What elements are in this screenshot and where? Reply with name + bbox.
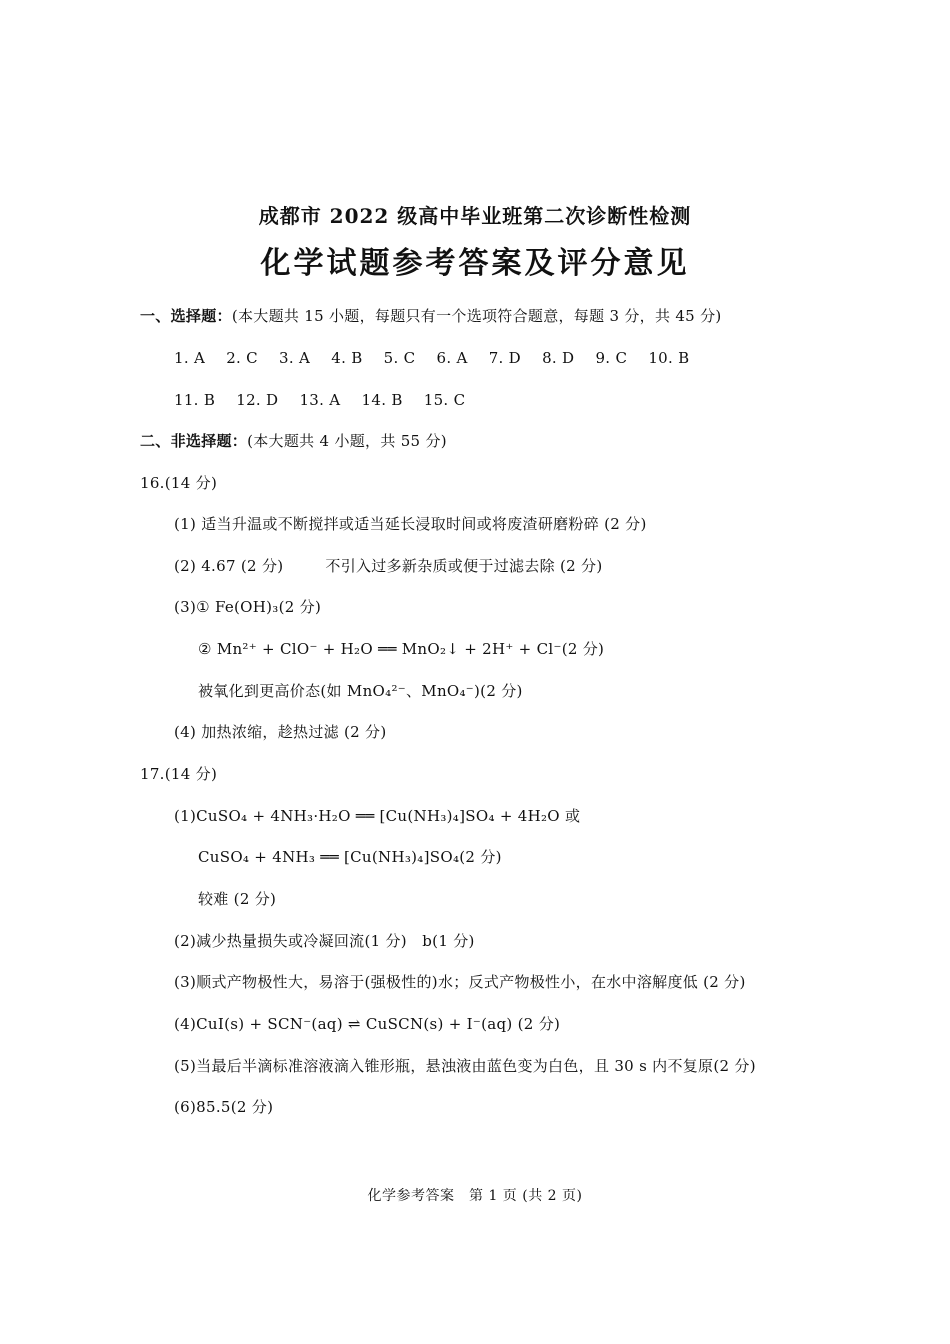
answers-row-1 — [174, 348, 705, 368]
q16-part4: (4) 加热浓缩，趁热过滤 (2 分) — [174, 723, 387, 741]
q16-part3-3: 被氧化到更高价态(如 MnO₄²⁻、MnO₄⁻)(2 分) — [198, 682, 523, 700]
answer-item: 12. D — [236, 391, 279, 409]
answer-item: 6. A — [436, 349, 468, 367]
q17-part4: (4)CuI(s) + SCN⁻(aq) ⇌ CuSCN(s) + I⁻(aq) (2 分) — [174, 1015, 561, 1033]
q16-part3-2: ② Mn²⁺ + ClO⁻ + H₂O ══ MnO₂↓ + 2H⁺ + Cl⁻(2 分) — [198, 640, 605, 658]
answer-item: 1. A — [174, 349, 206, 367]
q17-part2: (2)减少热量损失或冷凝回流(1 分) b(1 分) — [174, 932, 475, 950]
q17-part1c: 较难 (2 分) — [198, 890, 277, 908]
section1-heading-line — [140, 306, 722, 326]
q16-part2 — [174, 556, 603, 576]
answer-item: 15. C — [423, 391, 466, 409]
q17-part3: (3)顺式产物极性大，易溶于(强极性的)水；反式产物极性小，在水中溶解度低 (2 分) — [174, 973, 746, 991]
answer-item: 13. A — [299, 391, 341, 409]
q17-part1b: CuSO₄ + 4NH₃ ══ [Cu(NH₃)₄]SO₄(2 分) — [198, 848, 502, 866]
q16-part2-reason: 不引入过多新杂质或便于过滤去除 (2 分) — [325, 557, 603, 575]
answer-item: 3. A — [279, 349, 311, 367]
answers-row-2 — [174, 390, 481, 410]
q17-label: 17.(14 分) — [140, 765, 218, 783]
q16-part3-1: (3)① Fe(OH)₃(2 分) — [174, 598, 322, 616]
section1-desc: (本大题共 15 小题，每题只有一个选项符合题意，每题 3 分，共 45 分) — [231, 307, 722, 325]
q16-part1: (1) 适当升温或不断搅拌或适当延长浸取时间或将废渣研磨粉碎 (2 分) — [174, 515, 647, 533]
section2-heading: 二、非选择题： — [140, 432, 248, 450]
section1-heading: 一、选择题： — [140, 307, 232, 325]
q16-part2-answer: (2) 4.67 (2 分) — [174, 557, 284, 575]
answer-item: 2. C — [226, 349, 258, 367]
answer-item: 14. B — [361, 391, 403, 409]
page-footer: 化学参考答案 第 1 页 (共 2 页) — [367, 1188, 583, 1204]
exam-title: 成都市 2022 级高中毕业班第二次诊断性检测 — [258, 204, 692, 228]
answer-item: 8. D — [542, 349, 575, 367]
q16-label: 16.(14 分) — [140, 474, 218, 492]
answer-item: 4. B — [331, 349, 363, 367]
answer-item: 5. C — [383, 349, 416, 367]
answer-item: 7. D — [488, 349, 521, 367]
q17-part6: (6)85.5(2 分) — [174, 1098, 274, 1116]
document-title: 化学试题参考答案及评分意见 — [260, 246, 690, 281]
section2-heading-line — [140, 431, 447, 451]
q17-part1a: (1)CuSO₄ + 4NH₃·H₂O ══ [Cu(NH₃)₄]SO₄ + 4H₂O 或 — [174, 807, 581, 825]
answer-item: 10. B — [648, 349, 690, 367]
answer-item: 9. C — [595, 349, 628, 367]
section2-desc: (本大题共 4 小题，共 55 分) — [247, 432, 447, 450]
answer-item: 11. B — [174, 391, 216, 409]
q17-part5: (5)当最后半滴标准溶液滴入锥形瓶，悬浊液由蓝色变为白色，且 30 s 内不复原(2 分) — [174, 1057, 756, 1075]
